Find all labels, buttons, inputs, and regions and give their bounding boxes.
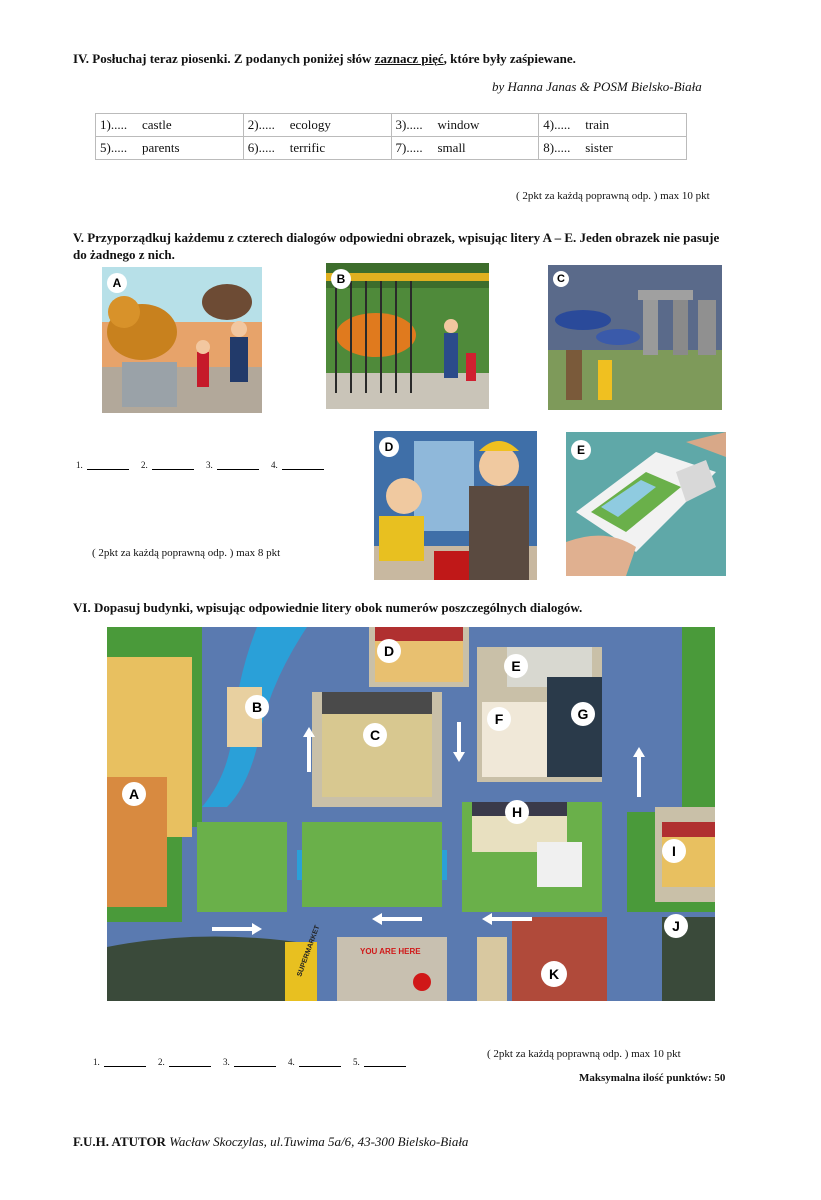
word-cell[interactable]: 2)..... ecology [243,114,391,137]
answer-slot[interactable]: 1. [76,460,129,470]
picture-d-restaurant [374,431,537,580]
map-letter: A [128,786,140,802]
word-table [95,113,687,160]
answer-line[interactable] [104,1066,146,1067]
answer-slot[interactable]: 4. [271,460,324,470]
word-cell[interactable]: 5)..... parents [96,137,244,160]
map-letter: D [383,643,395,659]
answer-line[interactable] [364,1066,406,1067]
map-letter: F [494,711,504,727]
map-letter: C [369,727,381,743]
map-letter: G [577,706,589,722]
underlined-instruction: zaznacz pięć [374,51,444,66]
picture-label: A [107,273,127,293]
answer-slot[interactable]: 4. [288,1057,341,1067]
supermarket-label: SUPERMARKET [296,924,322,978]
picture-b-zoo [326,263,489,409]
word-cell[interactable]: 6)..... terrific [243,137,391,160]
answer-line[interactable] [152,469,194,470]
footer-address: Wacław Skoczylas, ul.Tuwima 5a/6, 43-300 Bielsko-Biała [169,1134,469,1149]
map-letter: K [548,966,560,982]
section-5-title: V. Przyporządkuj każdemu z czterech dialogów odpowiedni obrazek, wpisując litery A – E. Jeden obrazek nie pasuje do żadnego z nich. [73,230,720,262]
map-letter: E [511,658,521,674]
section-4-title: IV. Posłuchaj teraz piosenki. Z podanych poniżej słów zaznacz pięć, które były zaśpiewane. [73,51,576,66]
picture-a-museum [102,267,262,413]
section-6-points: ( 2pkt za każdą poprawną odp. ) max 10 pkt [487,1048,681,1060]
word-cell[interactable]: 8)..... sister [539,137,687,160]
picture-label: C [553,271,569,287]
answer-slot[interactable]: 2. [158,1057,211,1067]
section-6-title: VI. Dopasuj budynki, wpisując odpowiednie litery obok numerów poszczególnych dialogów. [73,600,583,615]
picture-label: D [379,437,399,457]
answer-slot[interactable]: 3. [206,460,259,470]
picture-label: B [331,269,351,289]
section-5-answers [76,460,334,470]
total-points: Maksymalna ilość punktów: 50 [579,1072,726,1084]
map-letter: I [672,843,676,859]
section-6-answers [93,1057,416,1067]
map-letter: J [672,918,680,934]
answer-line[interactable] [234,1066,276,1067]
picture-label: E [571,440,591,460]
word-cell[interactable]: 4)..... train [539,114,687,137]
answer-line[interactable] [87,469,129,470]
footer-company: F.U.H. ATUTOR [73,1134,166,1149]
you-are-here-label: YOU ARE HERE [360,947,421,956]
section-5-points: ( 2pkt za każdą poprawną odp. ) max 8 pkt [92,547,281,559]
map-letter: B [251,699,263,715]
word-cell[interactable]: 3)..... window [391,114,539,137]
answer-slot[interactable]: 1. [93,1057,146,1067]
picture-c-stonehenge [548,265,722,410]
song-author: by Hanna Janas & POSM Bielsko-Biała [492,79,702,94]
word-cell[interactable]: 7)..... small [391,137,539,160]
answer-slot[interactable]: 2. [141,460,194,470]
map-letter: H [511,804,523,820]
answer-line[interactable] [217,469,259,470]
answer-slot[interactable]: 3. [223,1057,276,1067]
answer-slot[interactable]: 5. [353,1057,406,1067]
answer-line[interactable] [299,1066,341,1067]
picture-e-newspaper [566,432,726,576]
town-map [107,627,715,1001]
section-4-points: ( 2pkt za każdą poprawną odp. ) max 10 pkt [516,190,710,202]
answer-line[interactable] [169,1066,211,1067]
footer [73,1134,468,1150]
answer-line[interactable] [282,469,324,470]
word-cell[interactable]: 1)..... castle [96,114,244,137]
